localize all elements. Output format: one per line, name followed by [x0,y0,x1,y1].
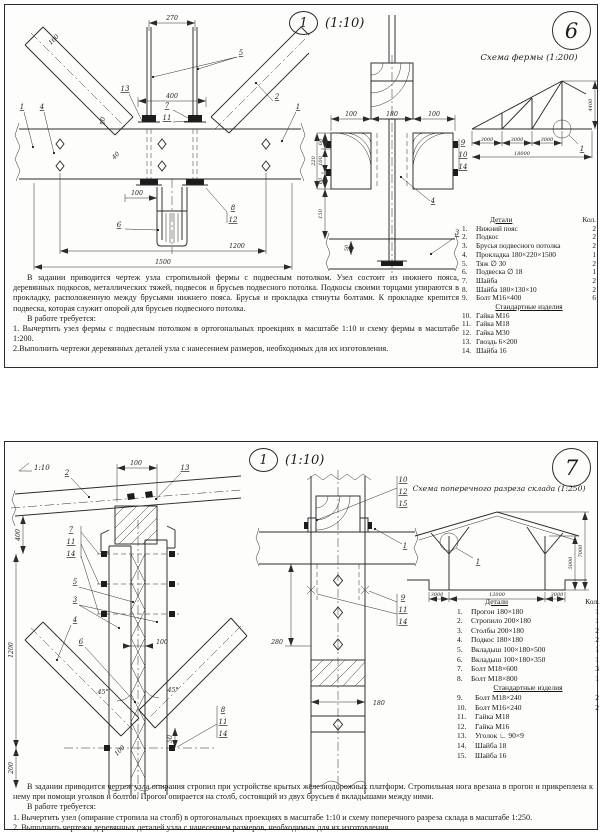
label-5: 5 [238,49,244,57]
dim-180: 180 [373,700,385,707]
part-labels [316,476,408,626]
part-qty: 1 [595,673,599,683]
part-num: 9. [462,293,468,303]
dim-100-top: 100 [130,460,142,467]
schema-node-label: 1 [475,558,481,566]
part-qty: 2 [592,284,596,294]
part-name: Вкладыш 100×180×350 [471,654,546,664]
task-card-6 [4,4,598,368]
part-num: 8. [462,284,468,294]
part-num: 8. [457,673,463,683]
label-13: 13 [120,85,130,93]
rafter-node-side-view [253,450,421,800]
purlin-beam [256,528,418,600]
label-12: 12 [398,488,408,496]
dim-18000: 18000 [514,151,530,157]
label-5: 5 [72,578,78,586]
part-qty: 1 [595,606,599,616]
dim-180: 180 [386,111,398,118]
part-num: 7. [462,275,468,285]
part-name: Вкладыш 100×180×500 [471,644,546,654]
view-number: 1 [299,15,308,31]
part-num: 14. [462,345,472,355]
label-10: 10 [458,151,468,159]
right-knee-brace [139,618,247,728]
task-card-7 [4,441,598,830]
hanger-channel [157,179,187,254]
dim-160: 160 [47,33,61,47]
dim-3000-3: 3000 [540,137,554,143]
part-name: Шайба 180×130×10 [476,284,537,294]
task-number: 7 [564,455,579,480]
hanger-rod [377,15,407,273]
part-name: Болт М18×800 [471,673,518,683]
part-qty: 2 [595,692,599,702]
tie-rods [136,27,208,185]
part-num: 1. [457,606,463,616]
slope-mark [19,463,50,472]
label-11: 11 [398,606,408,614]
part-qty: 2 [592,275,596,285]
part-qty: 1 [592,249,596,259]
parts-header-details: Детали [490,215,513,224]
part-name: Болт М16×400 [476,293,522,303]
part-qty: 2 [595,625,599,635]
description-paragraph: В задании приводится чертеж узла стропильной фермы с подвесным потолком. Узел состоит из нижнего пояса, деревянных подкосов, металлических тяжей, подвесок и брусьев подвесного потолка. Подкосы своими торцами упираются в прокладку, расположенную между брусьями нижнего пояса. Брусья и прокладка стянуты болтами. К прокладке крепится подвеска, которая служит опорой для брусьев подвесного потолка. [13,273,459,313]
dim-150: 150 [318,209,324,219]
task-number: 6 [564,18,579,43]
label-7: 7 [68,526,74,534]
dim-3000-1: 3000 [480,137,494,143]
building-lines [407,512,587,590]
parts-row [457,741,599,751]
parts-row [457,655,599,665]
label-10: 10 [398,476,408,484]
part-qty: 1 [595,654,599,664]
part-qty [584,329,596,338]
part-qty: 3 [595,664,599,674]
part-labels [400,139,468,255]
task-number-badge [552,448,591,487]
label-1: 1 [402,542,408,550]
task-description [13,782,593,833]
part-name: Болт М18×240 [475,692,522,702]
part-name: Уголок ∟ 90×9 [475,731,524,741]
right-brace [211,27,309,133]
dim-100-right: 100 [428,111,440,118]
dimensions [8,460,175,788]
part-name: Прокладка 180×220×1500 [476,249,556,259]
parts-row [457,674,599,684]
parts-row [457,635,599,645]
part-qty: 1 [595,616,599,626]
dim-1500: 1500 [155,259,171,266]
part-name: Шайба [476,275,498,285]
dim-50: 50 [100,117,107,125]
requirements-header: В работе требуется: [27,313,96,323]
label-2: 2 [274,93,280,101]
part-num: 7. [457,664,463,674]
label-4: 4 [430,197,436,205]
label-14: 14 [66,550,76,558]
part-qty: 1 [592,267,596,277]
truss-schema [464,65,600,177]
part-num: 3. [457,625,463,635]
parts-header-details: Детали [485,597,509,606]
dimensions [34,15,292,270]
part-qty: 2 [592,232,596,242]
label-8: 8 [230,204,236,212]
parts-row [457,731,599,741]
label-12: 12 [228,216,238,224]
part-num: 9. [457,692,463,702]
part-qty: 6 [592,293,596,303]
angle-45-right: 45° [167,687,179,694]
label-6: 6 [78,638,84,646]
task-item-2: 2.Выполнить чертежи деревянных деталей узла с нанесением размеров, необходимых для их изготовления. [13,344,389,354]
part-qty [584,320,596,329]
part-name: Брусья подвесного потолка [476,241,561,251]
part-name: Стропило 200×180 [471,616,531,626]
parts-row [462,347,596,356]
part-name: Столбы 200×180 [471,625,524,635]
dim-3000-left: 3000 [430,592,444,598]
part-num: 6. [462,267,468,277]
beam-bolts [56,139,270,171]
part-qty [587,722,599,732]
task-item-1: 1. Вычертить узел фермы с подвесным потолком в ортогональных проекциях в масштабе 1:10 и схему фермы в масштабе 1:200. [13,324,459,344]
part-name: Тяж ∅ 30 [476,258,506,268]
part-qty [587,751,599,761]
part-num: 5. [457,644,463,654]
parts-row [457,616,599,626]
parts-row [457,693,599,703]
part-num: 12. [462,328,472,338]
part-num: 13. [462,336,472,346]
part-qty: 1 [595,644,599,654]
dim-400: 400 [15,529,22,541]
dim-220: 220 [311,156,317,166]
label-11b: 11 [218,718,228,726]
part-num: 2. [457,616,463,626]
parts-row [457,607,599,617]
part-qty [587,712,599,722]
rafter-node-front-view [9,450,247,800]
left-brace [25,27,133,135]
part-num: 4. [457,635,463,645]
label-9: 9 [400,594,406,602]
part-num: 3. [462,241,468,251]
dim-100-mid: 100 [156,639,168,646]
task-number-badge [552,11,591,50]
label-6: 6 [116,221,122,229]
part-num: 13. [457,731,467,741]
part-name: Болт М16×240 [475,702,522,712]
view-scale: (1:10) [325,15,365,31]
rafter-beam [11,476,241,526]
label-15: 15 [398,500,408,508]
part-qty: 2 [595,702,599,712]
part-num: 6. [457,654,463,664]
label-14: 14 [398,618,408,626]
part-qty [584,338,596,347]
part-num: 14. [457,740,467,750]
label-1-left: 1 [19,103,25,111]
truss-node-front-view [9,11,309,275]
part-name: Гайка М30 [476,328,510,338]
part-name: Подкос 180×180 [471,635,523,645]
dim-5000: 5000 [568,556,574,570]
label-3: 3 [72,596,78,604]
post-column [101,520,175,798]
part-num: 1. [462,223,468,233]
part-name: Шайба 16 [475,750,507,760]
part-num: 12. [457,721,467,731]
label-11: 11 [66,538,76,546]
part-num: 11. [457,712,467,722]
dim-3000-right: 3000 [550,592,564,598]
parts-header [457,597,599,607]
part-qty: 2 [592,258,596,268]
part-qty [587,731,599,741]
description-paragraph: В задании приводится чертеж узла опирания стропил при устройстве крытых железнодорожных платформ. Стропильная нога врезана в прогон и прикреплена к нему при помощи уголков и болтов. Прогон опирается на столб, состоящий из двух брусьев с вкладышами между ними. [13,782,593,802]
part-name: Гайка М16 [475,721,510,731]
parts-row [457,664,599,674]
dim-1200: 1200 [8,642,15,658]
part-qty: 2 [592,241,596,251]
dim-100-left: 100 [345,111,357,118]
parts-list [457,597,599,760]
label-2: 2 [64,469,70,477]
parts-row [457,703,599,713]
standard-items-header: Стандартные изделия [493,683,563,693]
label-14b: 14 [218,730,228,738]
label-4: 4 [72,616,78,624]
parts-header-qty: Кол. [585,597,599,606]
parts-row [457,722,599,732]
label-9: 9 [460,139,466,147]
part-num: 4. [462,249,468,259]
requirements-header: В работе требуется: [27,802,96,812]
task-item-1: 1. Вычертить узел (опирание стропила на столб) в ортогональных проекциях в масштабе 1:10 и схему поперечного разреза склада в масштабе 1:250. [13,812,533,822]
label-14: 14 [458,163,468,171]
part-name: Прогон 180×180 [471,606,524,616]
part-name: Гайка М16 [476,310,510,320]
label-3: 3 [454,229,460,237]
part-name: Болт М18×600 [471,664,518,674]
label-11: 11 [162,114,172,122]
label-1-right: 1 [295,103,301,111]
parts-row [457,751,599,761]
label-8: 8 [220,706,226,714]
part-name: Гайка М18 [475,712,510,722]
dim-100-bottom: 100 [113,744,127,758]
slope-value: 1:10 [34,464,50,472]
dim-100-mid: 100 [318,156,324,166]
dim-200: 200 [8,762,15,774]
part-num: 2. [462,232,468,242]
parts-list [462,216,596,355]
part-name: Нижний пояс [476,223,518,233]
part-num: 11. [462,319,471,329]
part-qty [587,741,599,751]
part-qty [584,312,596,321]
part-qty: 2 [592,223,596,233]
dim-1200: 1200 [229,243,245,250]
dim-60b: 60 [318,177,324,185]
parts-row [457,626,599,636]
schema-title: Схема поперечного разреза склада (1:250) [412,484,586,493]
part-qty: 2 [595,635,599,645]
part-qty [584,347,596,356]
task-description [13,273,459,355]
label-4: 4 [39,103,45,111]
purlin-section [115,491,157,544]
part-num: 15. [457,750,467,760]
parts-row [457,645,599,655]
dim-12000: 12000 [489,592,505,598]
angle-45-left: 45° [97,689,109,696]
part-name: Гвоздь 6×200 [476,336,518,346]
standard-items-header: Стандартные изделия [495,302,563,312]
part-num: 10. [462,310,472,320]
truss-node-section-view [313,11,471,275]
dim-400: 400 [166,93,178,100]
label-13: 13 [180,464,190,472]
bolt-rows [64,551,214,751]
dim-50: 50 [344,244,350,252]
dim-60a: 60 [318,138,324,146]
view-number: 1 [259,452,268,468]
part-name: Шайба 18 [475,740,507,750]
dim-100: 100 [131,190,143,197]
part-labels [20,49,300,231]
part-name: Гайка М18 [476,319,510,329]
parts-header-qty: Кол. [582,215,596,224]
part-name: Подвеска ∅ 18 [476,267,523,277]
view-scale: (1:10) [285,452,325,468]
part-num: 10. [457,702,467,712]
dim-7000: 7000 [578,544,584,558]
part-num: 5. [462,258,468,268]
part-name: Подкос [476,232,499,242]
dim-280: 280 [271,639,283,646]
schema-node-label: 1 [579,145,585,153]
dim-3000-2: 3000 [510,137,524,143]
dim-4400: 4400 [588,98,594,112]
dim-270: 270 [166,15,178,22]
parts-row [457,712,599,722]
label-7: 7 [164,102,170,110]
task-item-2: 2. Выполнить чертежи деревянных деталей узла с нанесением размеров, необходимых для их изготовления. [13,822,391,832]
schema-title: Схема фермы (1:200) [480,53,578,63]
bottom-chord-beam [15,123,305,181]
dim-40: 40 [110,150,122,162]
dim-50: 50 [167,735,174,743]
part-name: Шайба 16 [476,345,507,355]
